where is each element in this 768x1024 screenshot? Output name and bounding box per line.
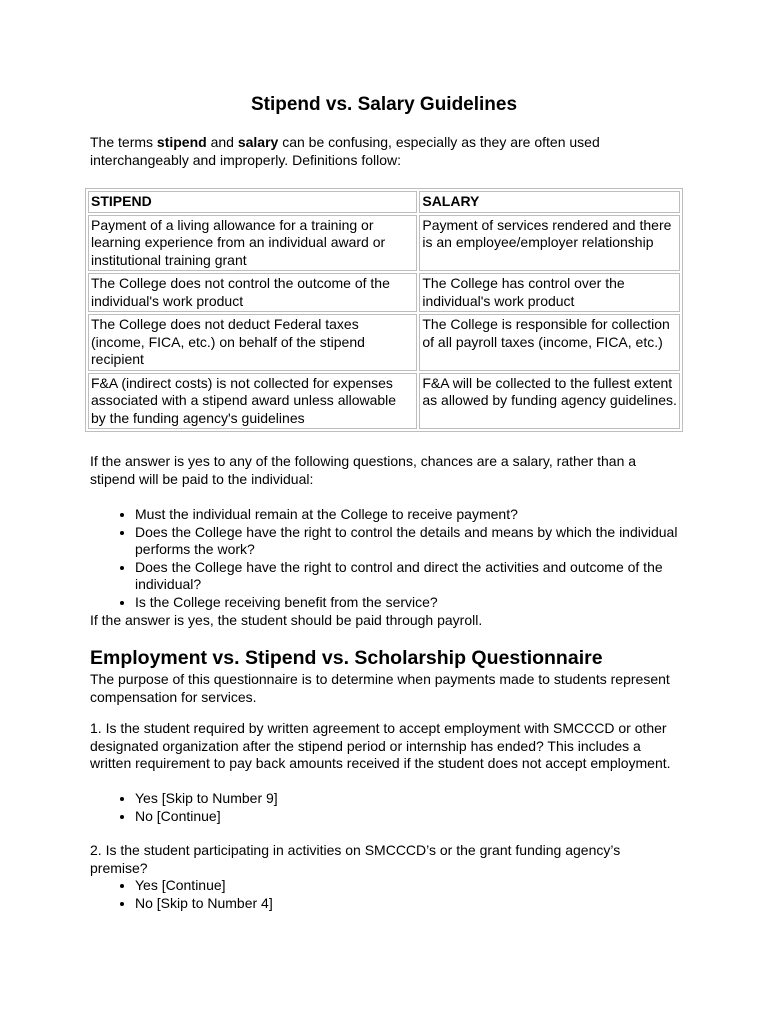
salary-question-paragraph: If the answer is yes to any of the following questions, chances are a salary, rather than a stipend will be paid to the individual: [90, 453, 637, 487]
list-item: • No [Continue] [135, 808, 680, 826]
question-2: 2. Is the student participating in activities on SMCCCD’s or the grant funding agency’s premise? [90, 842, 621, 876]
question-2-options [90, 877, 680, 912]
questionnaire-purpose: The purpose of this questionnaire is to determine when payments made to students represent compensation for services. [90, 671, 670, 705]
list-item: • Yes [Skip to Number 9] [135, 790, 680, 808]
list-item: • No [Skip to Number 4] [135, 895, 680, 913]
stipend-salary-table [85, 188, 683, 432]
table-row [88, 314, 680, 371]
salary-cell: The College is responsible for collection of all payroll taxes (income, FICA, etc.) [419, 314, 680, 371]
intro-term-stipend: stipend [156, 134, 207, 150]
header-stipend: STIPEND [88, 191, 417, 213]
salary-cell: F&A will be collected to the fullest extent as allowed by funding agency guidelines. [419, 373, 680, 430]
stipend-cell: F&A (indirect costs) is not collected for expenses associated with a stipend award unless allowable by the funding agency's guidelines [88, 373, 417, 430]
table-header-row [88, 191, 680, 213]
list-item: • Does the College have the right to control the details and means by which the individual performs the work? [135, 524, 680, 559]
stipend-cell: The College does not deduct Federal taxes (income, FICA, etc.) on behalf of the stipend recipient [88, 314, 417, 371]
salary-cell: Payment of services rendered and there is an employee/employer relationship [419, 215, 680, 272]
payroll-note: If the answer is yes, the student should be paid through payroll. [90, 612, 483, 628]
intro-paragraph [90, 134, 680, 169]
intro-term-salary: salary [237, 134, 279, 150]
page-title: Stipend vs. Salary Guidelines [250, 94, 518, 115]
stipend-cell: Payment of a living allowance for a training or learning experience from an individual award or institutional training grant [88, 215, 417, 272]
list-item: • Must the individual remain at the College to receive payment? [135, 506, 680, 524]
intro-text-1: The terms [90, 134, 157, 150]
list-item: • Does the College have the right to control and direct the activities and outcome of the individual? [135, 559, 680, 594]
table-row [88, 215, 680, 272]
salary-cell: The College has control over the individual's work product [419, 273, 680, 312]
table-row [88, 373, 680, 430]
stipend-cell: The College does not control the outcome of the individual's work product [88, 273, 417, 312]
list-item: • Is the College receiving benefit from the service? [135, 594, 680, 612]
questionnaire-heading: Employment vs. Stipend vs. Scholarship Questionnaire [90, 647, 603, 669]
intro-text-2: and [206, 134, 238, 150]
question-1: 1. Is the student required by written agreement to accept employment with SMCCCD or other designated organization after the stipend period or internship has ended? This includes a written requirement to pay back amounts received if the student does not accept employment. [90, 720, 671, 771]
salary-criteria-list [90, 506, 680, 611]
header-salary: SALARY [419, 191, 680, 213]
list-item: • Yes [Continue] [135, 877, 680, 895]
question-1-options [90, 790, 680, 825]
intro-text-3: can be confusing, especially as they are often used interchangeably and improperly. Definitions follow: [90, 134, 600, 168]
table-row [88, 273, 680, 312]
